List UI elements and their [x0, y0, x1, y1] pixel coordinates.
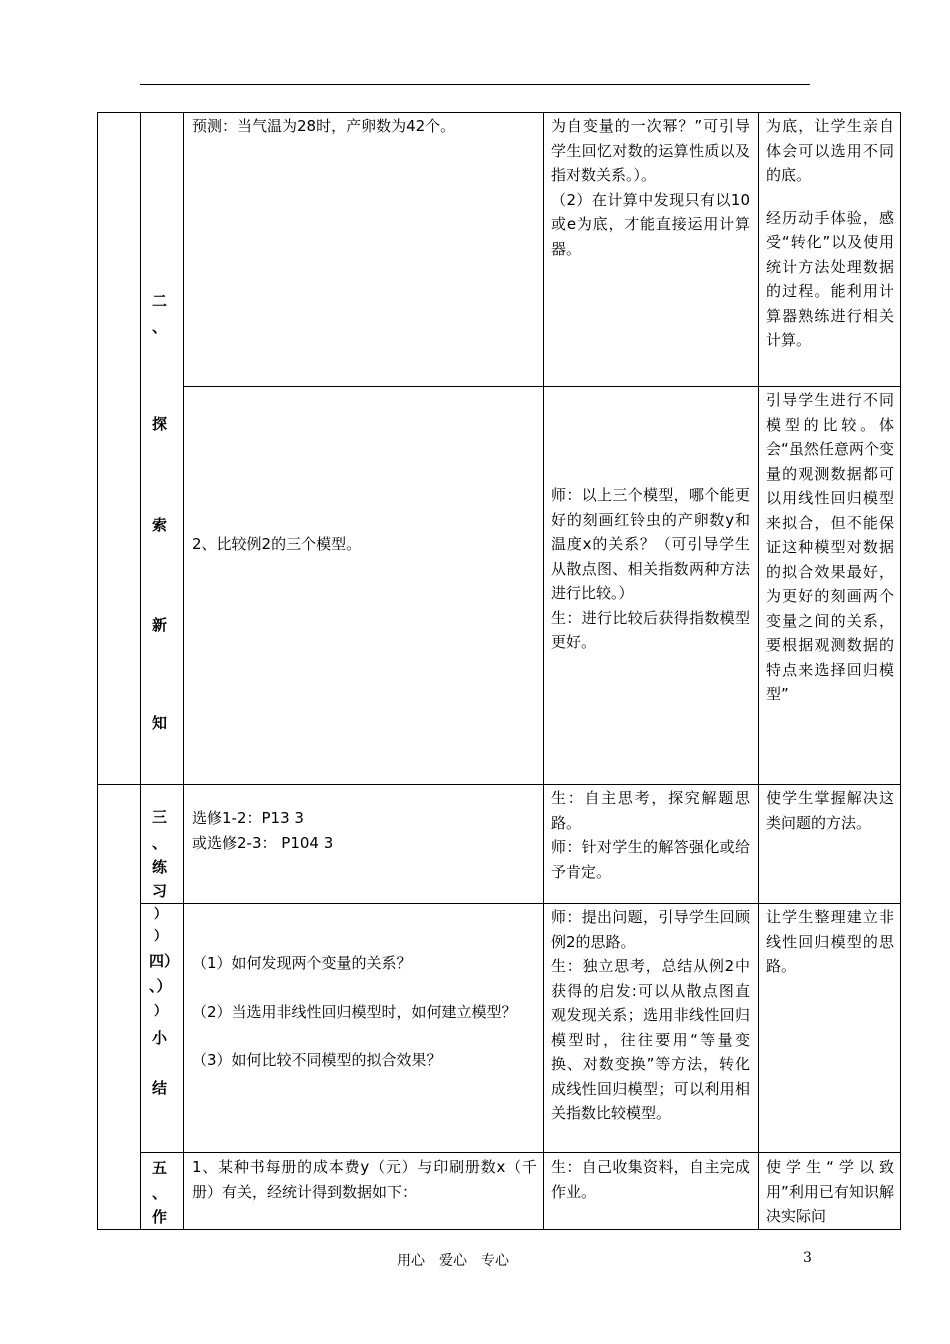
content-prediction: 预测：当气温为28时，产卵数为42个。 — [192, 117, 456, 135]
stage-char: 二 — [152, 292, 168, 310]
activity-para: 师：针对学生的解答强化或给予肯定。 — [551, 838, 750, 881]
intent-explore-1 — [766, 114, 894, 353]
stage-char: ） — [154, 907, 168, 922]
stage-char: 习 — [152, 882, 168, 900]
activity-para: 生：自主思考，探究解题思路。 — [551, 789, 750, 832]
stage-char: 小 — [152, 1029, 168, 1047]
practice-item: 选修1-2：P13 3 — [192, 809, 304, 827]
stage-char: 索 — [152, 516, 168, 534]
intent-homework: 使学生“学以致用”利用已有知识解决实际问 — [766, 1158, 894, 1225]
stage-char: 知 — [152, 714, 168, 732]
intent-para: 经历动手体验，感受“转化”以及使用统计方法处理数据的过程。能利用计算器熟练进行相关计算。 — [766, 208, 894, 349]
stage-char: 、） — [149, 977, 172, 995]
stage-char: 、 — [152, 1184, 168, 1202]
summary-question: （1）如何发现两个变量的关系？ — [192, 954, 412, 972]
stage-char: 新 — [152, 616, 168, 634]
stage-char: 三 — [152, 808, 168, 826]
stage-char: 四） — [149, 952, 180, 970]
intent-practice: 使学生掌握解决这类问题的方法。 — [766, 789, 894, 832]
page-number: 3 — [803, 1250, 812, 1266]
stage-char: ） — [154, 929, 168, 944]
activity-summary — [551, 905, 750, 1126]
stage-char: 作 — [152, 1208, 168, 1226]
activity-explore-1 — [551, 114, 750, 261]
activity-para: 师：提出问题，引导学生回顾例2的思路。 — [551, 908, 750, 951]
stage-char: 五 — [152, 1159, 168, 1177]
content-homework: 1、某种书每册的成本费y（元）与印刷册数x（千册）有关，经统计得到数据如下： — [192, 1158, 537, 1201]
intent-summary: 让学生整理建立非线性回归模型的思路。 — [766, 908, 894, 975]
practice-item: 或选修2-3： P104 3 — [192, 833, 334, 852]
footer-motto: 用心 爱心 专心 — [397, 1253, 509, 1269]
activity-homework: 生：自己收集资料，自主完成作业。 — [551, 1158, 750, 1201]
stage-char: 、 — [152, 318, 168, 336]
stage-char: 探 — [152, 415, 168, 433]
summary-question: （2）当选用非线性回归模型时，如何建立模型？ — [192, 1002, 517, 1021]
activity-para: 师：以上三个模型，哪个能更好的刻画红铃虫的产卵数y和温度x的关系？（可引导学生从散点图、相关指数两种方法进行比较。） — [551, 486, 750, 602]
summary-question: （3）如何比较不同模型的拟合效果？ — [192, 1051, 442, 1069]
header-rule — [140, 84, 810, 85]
activity-para: 为自变量的一次幂？”可引导学生回忆对数的运算性质以及指对数关系。）。 — [551, 117, 750, 184]
content-compare-models: 2、比较例2的三个模型。 — [192, 535, 362, 553]
stage-char: 练 — [152, 858, 168, 876]
content-practice — [192, 806, 537, 855]
stage-char: ） — [154, 1004, 168, 1019]
activity-para: 生：独立思考，总结从例2中获得的启发:可以从散点图直观发现关系；选用非线性回归模型时，往往要用“等量变换、对数变换”等方法，转化成线性回归模型；可以利用相关指数比较模型。 — [551, 957, 750, 1122]
stage-char: 结 — [152, 1079, 168, 1097]
activity-explore-2 — [551, 483, 750, 655]
intent-explore-2: 引导学生进行不同模型的比较。体会“虽然任意两个变量的观测数据都可以用线性回归模型来拟合，但不能保证这种模型对数据的拟合效果最好，为更好的刻画两个变量之间的关系，要根据观测数据的特点来选择回归模型” — [766, 391, 894, 703]
activity-para: （2）在计算中发现只有以10或e为底，才能直接运用计算器。 — [551, 190, 750, 258]
activity-practice — [551, 786, 750, 884]
intent-para: 为底，让学生亲自体会可以选用不同的底。 — [766, 117, 894, 184]
content-summary — [192, 951, 537, 1073]
stage-char: 、 — [152, 834, 168, 852]
activity-para: 生：进行比较后获得指数模型更好。 — [551, 608, 750, 651]
